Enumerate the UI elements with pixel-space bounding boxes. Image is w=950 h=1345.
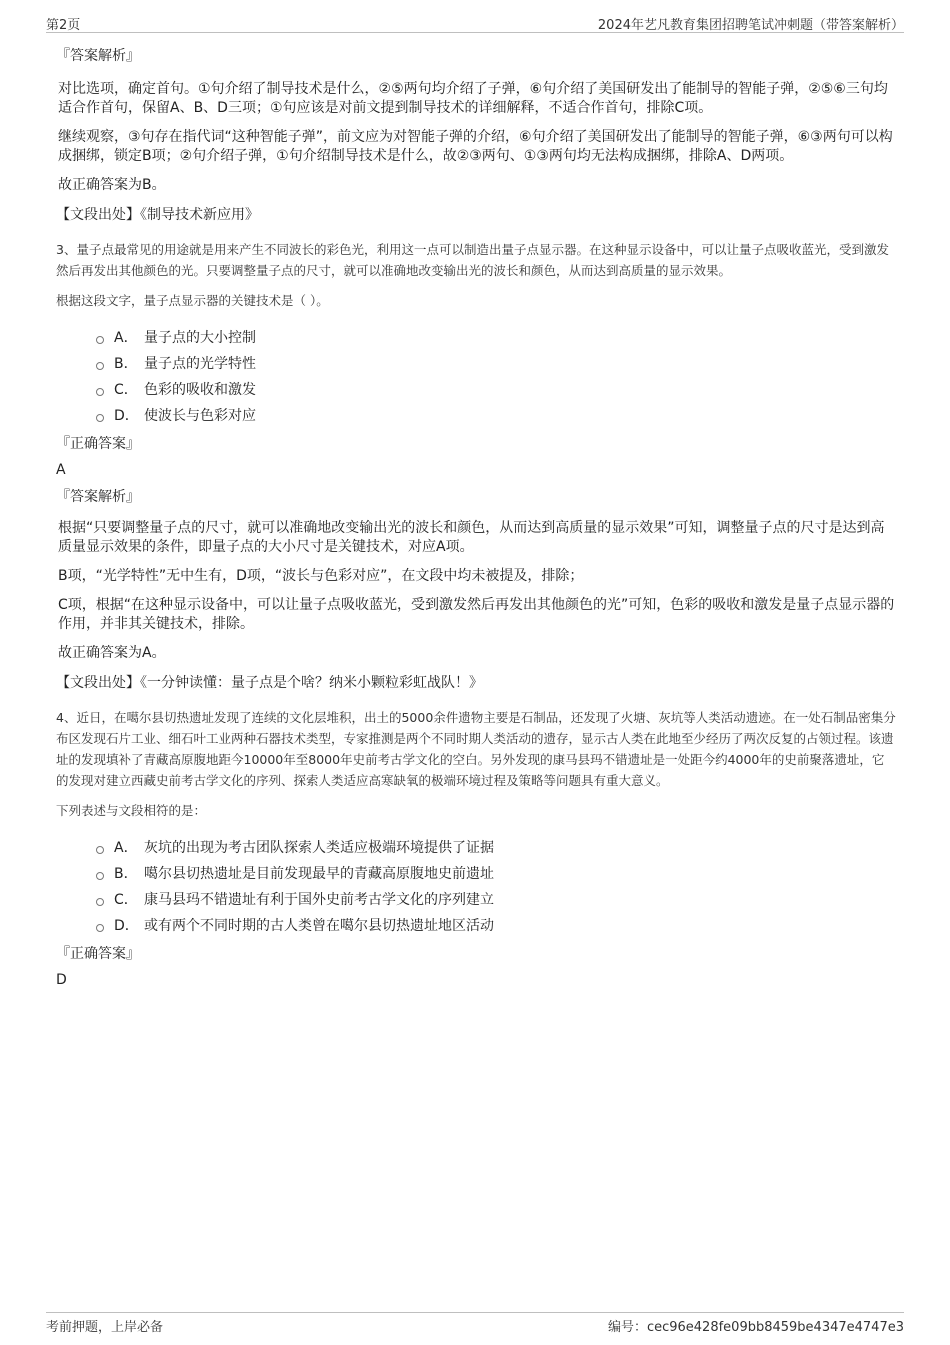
option-text: 色彩的吸收和激发	[144, 382, 256, 398]
radio-icon[interactable]	[96, 362, 104, 370]
q3-option-a[interactable]	[96, 325, 896, 351]
option-letter: D．	[114, 408, 139, 424]
radio-icon[interactable]	[96, 924, 104, 932]
page-footer	[46, 1312, 904, 1335]
prev-source: 【文段出处】《制导技术新应用》	[56, 207, 259, 223]
page-header	[46, 14, 904, 33]
q3-option-d[interactable]	[96, 403, 896, 429]
option-text: 量子点的光学特性	[144, 356, 256, 372]
q4-correct-answer: D	[56, 972, 67, 988]
q3-options	[96, 325, 896, 429]
option-letter: C．	[114, 892, 138, 908]
option-letter: A．	[114, 840, 138, 856]
option-text: 或有两个不同时期的古人类曾在噶尔县切热遗址地区活动	[144, 918, 494, 934]
q3-stem: 3、量子点最常见的用途就是用来产生不同波长的彩色光，利用这一点可以制造出量子点显示器。在这种显示设备中，可以让量子点吸收蓝光，受到激发然后再发出其他颜色的光。只要调整量子点的尺寸，就可以准确地改变输出光的波长和颜色，从而达到高质量的显示效果。	[56, 242, 889, 278]
option-text: 使波长与色彩对应	[144, 408, 256, 424]
option-text: 灰坑的出现为考古团队探索人类适应极端环境提供了证据	[144, 840, 494, 856]
document-title: 2024年艺凡教育集团招聘笔试冲刺题（带答案解析）	[597, 18, 904, 33]
radio-icon[interactable]	[96, 872, 104, 880]
page-number: 第2页	[46, 18, 81, 33]
q3-analysis-paragraph: B项，“光学特性”无中生有，D项，“波长与色彩对应”，在文段中均未被提及，排除；	[58, 568, 584, 584]
prev-analysis-paragraph: 对比选项，确定首句。①句介绍了制导技术是什么，②⑤两句均介绍了子弹，⑥句介绍了美国研发出了能制导的智能子弹，②⑤⑥三句均适合作首句，保留A、B、D三项；①句应该是对前文提到制导技术的详细解释，不适合作首句，排除C项。	[58, 81, 888, 116]
option-letter: B．	[114, 866, 138, 882]
radio-icon[interactable]	[96, 414, 104, 422]
radio-icon[interactable]	[96, 336, 104, 344]
q4-prompt: 下列表述与文段相符的是：	[56, 803, 207, 818]
q3-analysis-label: 『答案解析』	[56, 489, 140, 505]
q4-stem: 4、近日，在噶尔县切热遗址发现了连续的文化层堆积，出土的5000余件遗物主要是石制品，还发现了火塘、灰坑等人类活动遗迹。在一处石制品密集分布区发现石片工业、细石叶工业两种石器技术类型，专家推测是两个不同时期人类活动的遗存，显示古人类在此地至少经历了两次反复的占领过程。该遗址的发现填补了青藏高原腹地距今10000年至8000年史前考古学文化的空白。另外发现的康马县玛不错遗址是一处距今约4000年的史前聚落遗址，它的发现对建立西藏史前考古学文化的序列、探索人类适应高寒缺氧的极端环境过程及策略等问题具有重大意义。	[56, 710, 896, 788]
q3-correct-label: 『正确答案』	[56, 436, 140, 452]
page-content	[56, 46, 896, 997]
prev-analysis-paragraph: 继续观察，③句存在指代词“这种智能子弹”，前文应为对智能子弹的介绍，⑥句介绍了美国研发出了能制导的智能子弹，⑥③两句可以构成捆绑，锁定B项；②句介绍子弹，①句介绍制导技术是什么，故②③两句、①③两句均无法构成捆绑，排除A、D两项。	[58, 129, 893, 164]
q3-source: 【文段出处】《一分钟读懂：量子点是个啥？纳米小颗粒彩虹战队！》	[56, 675, 483, 691]
option-letter: B．	[114, 356, 138, 372]
radio-icon[interactable]	[96, 846, 104, 854]
q3-option-c[interactable]	[96, 377, 896, 403]
q4-option-a[interactable]	[96, 835, 896, 861]
footer-slogan: 考前押题，上岸必备	[46, 1320, 164, 1335]
footer-code	[608, 1316, 904, 1335]
q3-prompt: 根据这段文字，量子点显示器的关键技术是（ ）。	[56, 293, 329, 308]
q3-option-b[interactable]	[96, 351, 896, 377]
q4-options	[96, 835, 896, 939]
option-text: 康马县玛不错遗址有利于国外史前考古学文化的序列建立	[144, 892, 494, 908]
prev-analysis-label: 『答案解析』	[56, 48, 140, 64]
option-text: 噶尔县切热遗址是目前发现最早的青藏高原腹地史前遗址	[144, 866, 494, 882]
prev-analysis-paragraph: 故正确答案为B。	[58, 177, 166, 193]
radio-icon[interactable]	[96, 898, 104, 906]
option-letter: C．	[114, 382, 138, 398]
footer-code-label: 编号：	[607, 1320, 647, 1335]
q3-analysis-paragraph: 故正确答案为A。	[58, 645, 166, 661]
option-text: 量子点的大小控制	[144, 330, 256, 346]
q4-option-c[interactable]	[96, 887, 896, 913]
footer-code-value: cec96e428fe09bb8459be4347e4747e3	[646, 1320, 904, 1335]
q3-analysis-paragraph: C项，根据“在这种显示设备中，可以让量子点吸收蓝光，受到激发然后再发出其他颜色的光”可知，色彩的吸收和激发是量子点显示器的作用，并非其关键技术，排除。	[58, 597, 895, 632]
q3-correct-answer: A	[56, 462, 66, 478]
q4-option-d[interactable]	[96, 913, 896, 939]
option-letter: D．	[114, 918, 139, 934]
q3-analysis-paragraph: 根据“只要调整量子点的尺寸，就可以准确地改变输出光的波长和颜色，从而达到高质量的显示效果”可知，调整量子点的尺寸是达到高质量显示效果的条件，即量子点的大小尺寸是关键技术，对应A项。	[58, 520, 885, 555]
q4-option-b[interactable]	[96, 861, 896, 887]
radio-icon[interactable]	[96, 388, 104, 396]
option-letter: A．	[114, 330, 138, 346]
q4-correct-label: 『正确答案』	[56, 946, 140, 962]
